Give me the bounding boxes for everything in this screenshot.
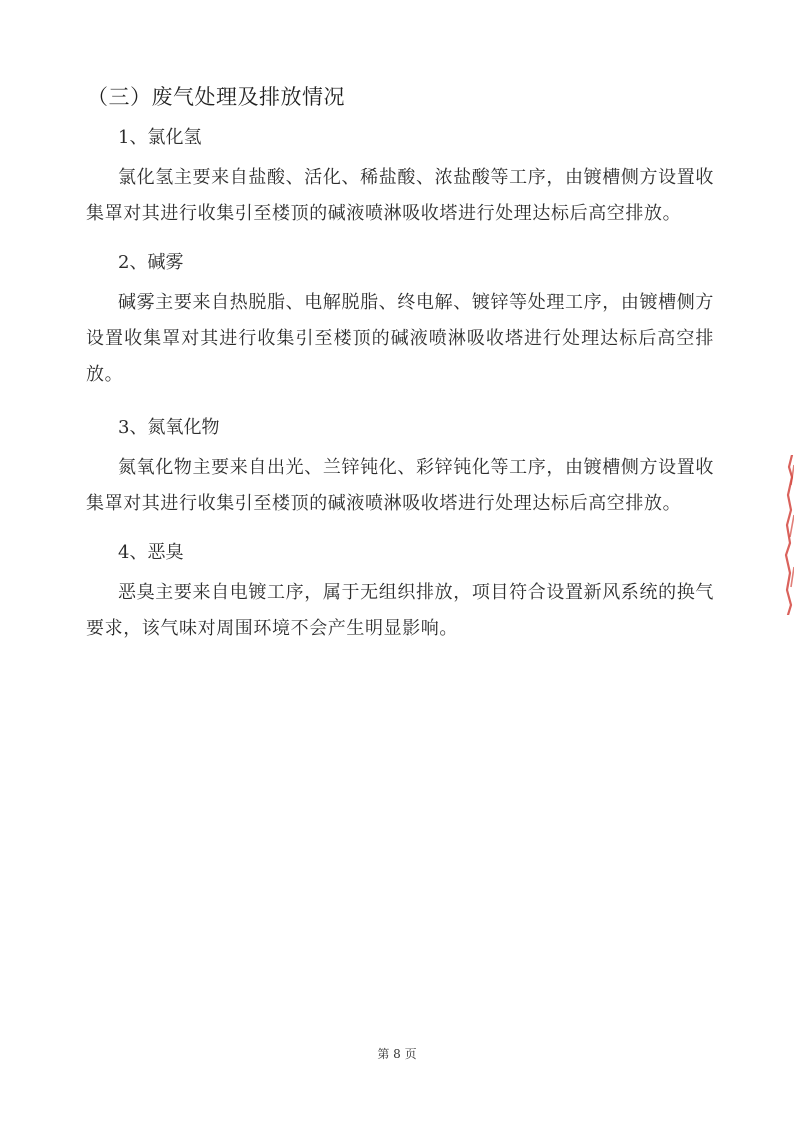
item-4-body: 恶臭主要来自电镀工序，属于无组织排放，项目符合设置新风系统的换气要求，该气味对周围环境不会产生明显影响。 — [86, 582, 714, 639]
item-3-title: 3、氮氧化物 — [118, 417, 220, 438]
stamp-edge-mark — [782, 455, 794, 615]
item-1-body: 氯化氢主要来自盐酸、活化、稀盐酸、浓盐酸等工序，由镀槽侧方设置收集罩对其进行收集引至楼顶的碱液喷淋吸收塔进行处理达标后高空排放。 — [86, 167, 714, 224]
item-3-body: 氮氧化物主要来自出光、兰锌钝化、彩锌钝化等工序，由镀槽侧方设置收集罩对其进行收集引至楼顶的碱液喷淋吸收塔进行处理达标后高空排放。 — [86, 457, 714, 514]
section-heading: （三）废气处理及排放情况 — [87, 85, 345, 109]
item-2-body: 碱雾主要来自热脱脂、电解脱脂、终电解、镀锌等处理工序，由镀槽侧方设置收集罩对其进行收集引至楼顶的碱液喷淋吸收塔进行处理达标后高空排放。 — [86, 292, 714, 385]
item-1-title: 1、氯化氢 — [118, 127, 202, 148]
item-2-title: 2、碱雾 — [118, 252, 184, 273]
page-number: 第 8 页 — [377, 1047, 417, 1061]
item-4-title: 4、恶臭 — [118, 542, 184, 563]
